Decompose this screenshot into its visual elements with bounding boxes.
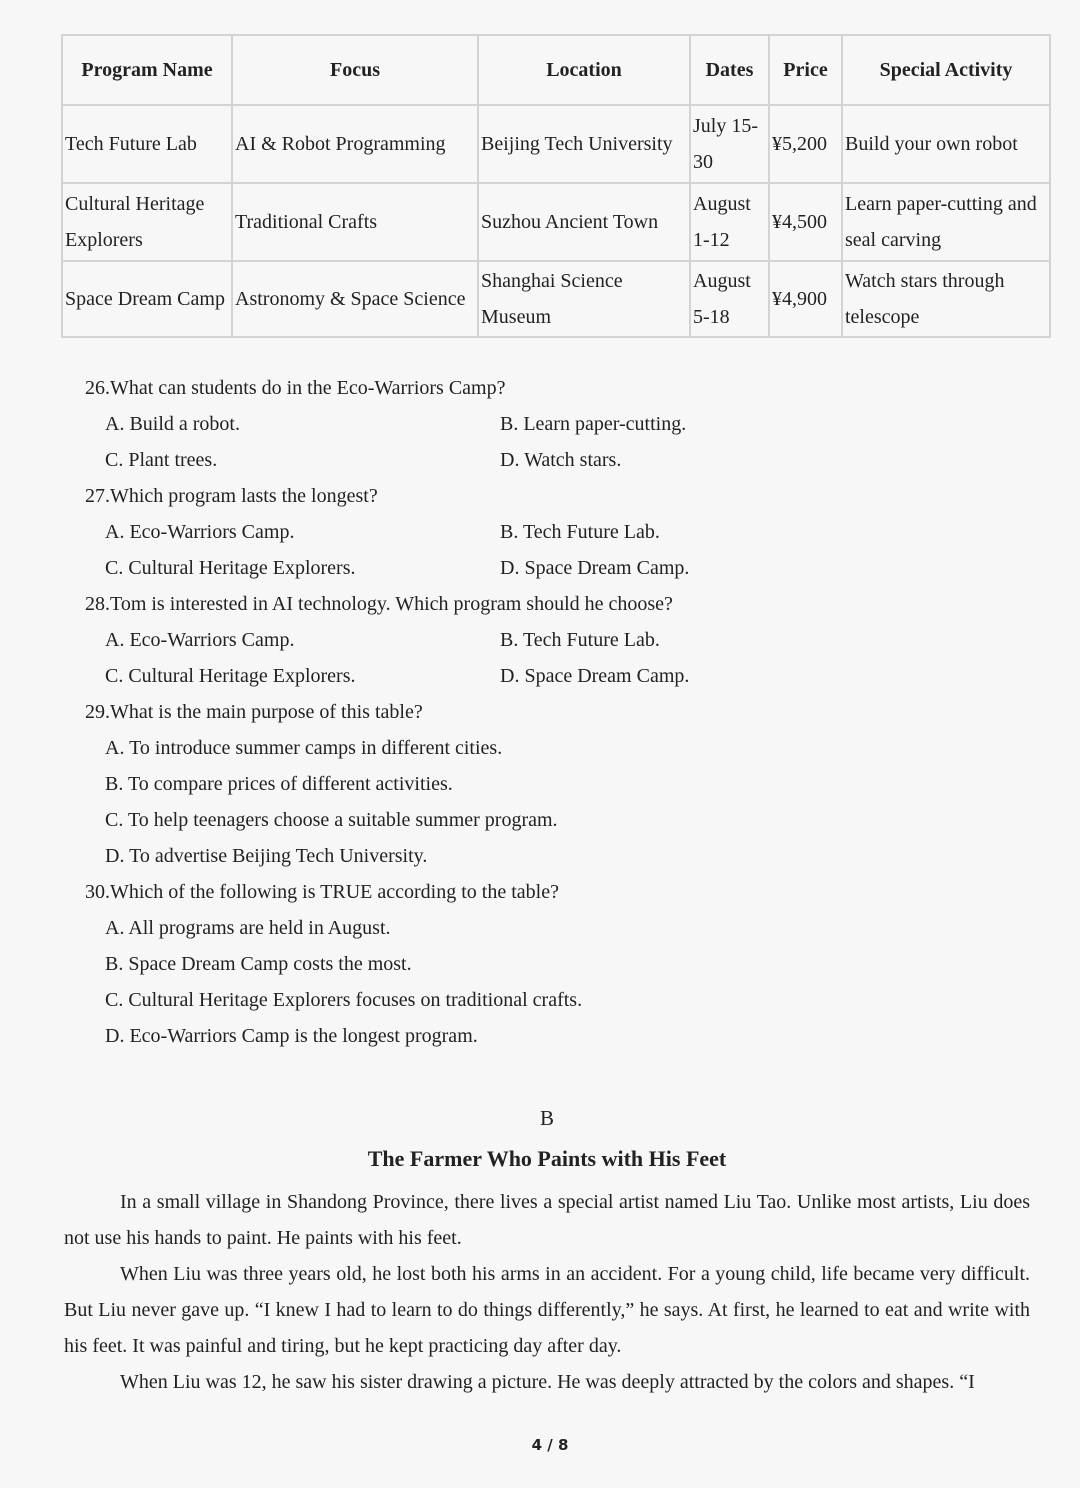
question-stem: 28.Tom is interested in AI technology. Which program should he choose? bbox=[85, 593, 673, 615]
cell-price: ¥4,900 bbox=[769, 261, 842, 337]
header-price: Price bbox=[769, 35, 842, 105]
cell-activity: Learn paper-cutting and seal carving bbox=[842, 183, 1050, 261]
story-title: The Farmer Who Paints with His Feet bbox=[367, 1146, 727, 1171]
header-program-name: Program Name bbox=[62, 35, 232, 105]
answer-option: C. Cultural Heritage Explorers focuses on traditional crafts. bbox=[105, 989, 583, 1011]
cell-program-name: Tech Future Lab bbox=[62, 105, 232, 183]
story-body bbox=[64, 1184, 1030, 1400]
cell-focus: Astronomy & Space Science bbox=[232, 261, 478, 337]
answer-option: C. To help teenagers choose a suitable summer program. bbox=[105, 809, 558, 831]
cell-program-name: Space Dream Camp bbox=[62, 261, 232, 337]
cell-price: ¥5,200 bbox=[769, 105, 842, 183]
answer-option: B. To compare prices of different activities. bbox=[105, 773, 453, 795]
cell-location: Beijing Tech University bbox=[478, 105, 690, 183]
answer-option: B. Tech Future Lab. bbox=[500, 521, 660, 543]
page-number: 4 / 8 bbox=[531, 1436, 569, 1454]
answer-option: A. Build a robot. bbox=[105, 413, 240, 435]
cell-price: ¥4,500 bbox=[769, 183, 842, 261]
programs-table bbox=[61, 34, 1051, 338]
cell-program-name: Cultural Heritage Explorers bbox=[62, 183, 232, 261]
story-paragraph: In a small village in Shandong Province, there lives a special artist named Liu Tao. Unlike most artists, Liu does not use his hands to paint. He paints with his feet. bbox=[64, 1191, 1030, 1249]
answer-option: A. Eco-Warriors Camp. bbox=[105, 521, 295, 543]
question-stem: 30.Which of the following is TRUE according to the table? bbox=[85, 881, 559, 903]
cell-location: Shanghai Science Museum bbox=[478, 261, 690, 337]
cell-dates: August 1-12 bbox=[690, 183, 769, 261]
question-stem: 29.What is the main purpose of this table? bbox=[85, 701, 423, 723]
section-letter: B bbox=[539, 1106, 554, 1130]
answer-option: B. Space Dream Camp costs the most. bbox=[105, 953, 412, 975]
answer-option: A. To introduce summer camps in different cities. bbox=[105, 737, 503, 759]
answer-option: D. Eco-Warriors Camp is the longest program. bbox=[105, 1025, 478, 1047]
header-focus: Focus bbox=[232, 35, 478, 105]
answer-option: D. To advertise Beijing Tech University. bbox=[105, 845, 428, 867]
answer-option: A. All programs are held in August. bbox=[105, 917, 391, 939]
question-stem: 26.What can students do in the Eco-Warriors Camp? bbox=[85, 377, 506, 399]
cell-focus: Traditional Crafts bbox=[232, 183, 478, 261]
answer-option: C. Cultural Heritage Explorers. bbox=[105, 557, 356, 579]
header-location: Location bbox=[478, 35, 690, 105]
header-dates: Dates bbox=[690, 35, 769, 105]
question-stem: 27.Which program lasts the longest? bbox=[85, 485, 378, 507]
table-row bbox=[62, 261, 1050, 337]
table-header-row bbox=[62, 35, 1050, 105]
cell-focus: AI & Robot Programming bbox=[232, 105, 478, 183]
answer-option: D. Space Dream Camp. bbox=[500, 665, 690, 687]
answer-option: B. Tech Future Lab. bbox=[500, 629, 660, 651]
questions-section bbox=[85, 370, 985, 1054]
answer-option: B. Learn paper-cutting. bbox=[500, 413, 687, 435]
answer-option: C. Cultural Heritage Explorers. bbox=[105, 665, 356, 687]
cell-activity: Build your own robot bbox=[842, 105, 1050, 183]
cell-location: Suzhou Ancient Town bbox=[478, 183, 690, 261]
cell-activity: Watch stars through telescope bbox=[842, 261, 1050, 337]
story-paragraph: When Liu was 12, he saw his sister drawing a picture. He was deeply attracted by the colors and shapes. “I bbox=[120, 1371, 975, 1393]
header-special-activity: Special Activity bbox=[842, 35, 1050, 105]
cell-dates: August 5-18 bbox=[690, 261, 769, 337]
answer-option: D. Watch stars. bbox=[500, 449, 622, 471]
cell-dates: July 15-30 bbox=[690, 105, 769, 183]
answer-option: A. Eco-Warriors Camp. bbox=[105, 629, 295, 651]
answer-option: C. Plant trees. bbox=[105, 449, 218, 471]
table-row bbox=[62, 105, 1050, 183]
story-paragraph: When Liu was three years old, he lost both his arms in an accident. For a young child, life became very difficult. But Liu never gave up. “I knew I had to learn to do things differently,” he says. At first, he learned to eat and write with his feet. It was painful and tiring, but he kept practicing day after day. bbox=[64, 1263, 1030, 1357]
table-row bbox=[62, 183, 1050, 261]
answer-option: D. Space Dream Camp. bbox=[500, 557, 690, 579]
